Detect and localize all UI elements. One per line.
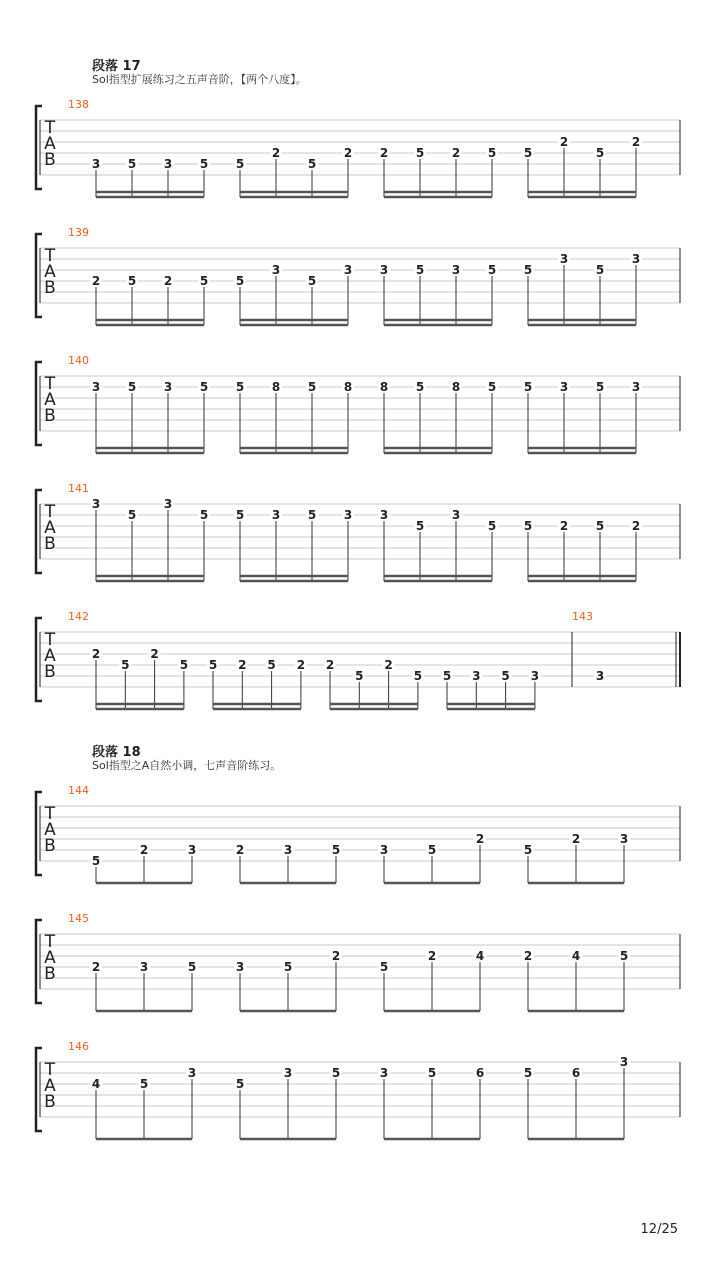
- tab-letter: A: [44, 948, 56, 968]
- fret-number: 2: [91, 647, 101, 661]
- fret-number: 5: [235, 157, 245, 171]
- tab-letter: B: [44, 964, 56, 984]
- section-18-title: 段落 18: [92, 745, 141, 760]
- fret-number: 2: [384, 658, 393, 672]
- fret-number: 3: [235, 960, 245, 974]
- fret-number: 4: [91, 1077, 101, 1091]
- fret-number: 3: [631, 252, 641, 266]
- fret-number: 3: [271, 263, 281, 277]
- tab-letter: T: [44, 246, 56, 266]
- fret-number: 5: [139, 1077, 149, 1091]
- tab-letter: T: [44, 374, 56, 394]
- section-18-subtitle: Sol指型之A自然小调，七声音阶练习。: [92, 759, 282, 772]
- fret-number: 5: [235, 1077, 245, 1091]
- fret-number: 5: [595, 519, 605, 533]
- fret-number: 3: [91, 380, 101, 394]
- fret-number: 2: [325, 658, 335, 672]
- tab-letter: A: [44, 1076, 56, 1096]
- fret-number: 2: [523, 949, 533, 963]
- fret-number: 3: [379, 263, 389, 277]
- tab-letter: T: [44, 118, 56, 138]
- fret-number: 5: [179, 658, 189, 672]
- fret-number: 5: [595, 263, 605, 277]
- fret-number: 3: [343, 263, 353, 277]
- page-number: 12/25: [640, 1222, 678, 1237]
- fret-number: 5: [523, 519, 533, 533]
- fret-number: 2: [139, 843, 149, 857]
- fret-number: 3: [472, 669, 481, 683]
- fret-number: 3: [139, 960, 149, 974]
- staff-bracket: [36, 490, 42, 573]
- fret-number: 5: [355, 669, 364, 683]
- tab-letter: A: [44, 390, 56, 410]
- fret-number: 5: [523, 146, 533, 160]
- fret-number: 2: [427, 949, 437, 963]
- fret-number: 5: [127, 508, 137, 522]
- fret-number: 2: [238, 658, 247, 672]
- fret-number: 5: [199, 274, 209, 288]
- fret-number: 2: [91, 274, 101, 288]
- section-17-title: 段落 17: [92, 59, 141, 74]
- fret-number: 2: [559, 519, 569, 533]
- tab-letter: A: [44, 518, 56, 538]
- fret-number: 2: [331, 949, 341, 963]
- fret-number: 3: [631, 380, 641, 394]
- fret-number: 5: [127, 274, 137, 288]
- fret-number: 5: [307, 157, 317, 171]
- tab-letter: T: [44, 630, 56, 650]
- fret-number: 3: [619, 832, 629, 846]
- fret-number: 3: [530, 669, 540, 683]
- fret-number: 5: [501, 669, 510, 683]
- fret-number: 3: [343, 508, 353, 522]
- fret-number: 3: [91, 157, 101, 171]
- measure-number: 139: [68, 226, 89, 239]
- fret-number: 8: [343, 380, 353, 394]
- staff-bracket: [36, 106, 42, 189]
- fret-number: 2: [631, 135, 641, 149]
- fret-number: 3: [271, 508, 281, 522]
- fret-number: 3: [451, 263, 461, 277]
- tab-letter: T: [44, 932, 56, 952]
- fret-number: 3: [187, 843, 197, 857]
- tab-letter: T: [44, 1060, 56, 1080]
- fret-number: 5: [413, 669, 423, 683]
- staff-bracket: [36, 792, 42, 875]
- fret-number: 5: [91, 854, 101, 868]
- fret-number: 5: [442, 669, 452, 683]
- fret-number: 2: [271, 146, 281, 160]
- fret-number: 5: [415, 263, 425, 277]
- fret-number: 5: [619, 949, 629, 963]
- fret-number: 2: [559, 135, 569, 149]
- measure-number: 144: [68, 784, 89, 797]
- tab-letter: A: [44, 646, 56, 666]
- fret-number: 8: [451, 380, 461, 394]
- fret-number: 3: [163, 497, 173, 511]
- fret-number: 3: [559, 252, 569, 266]
- measure-number: 145: [68, 912, 89, 925]
- fret-number: 5: [235, 508, 245, 522]
- fret-number: 5: [415, 380, 425, 394]
- measure-number: 146: [68, 1040, 89, 1053]
- fret-number: 5: [427, 843, 437, 857]
- fret-number: 5: [199, 380, 209, 394]
- measure-number: 142: [68, 610, 89, 623]
- fret-number: 5: [595, 380, 605, 394]
- fret-number: 3: [91, 497, 101, 511]
- fret-number: 5: [415, 519, 425, 533]
- fret-number: 3: [187, 1066, 197, 1080]
- tab-letter: T: [44, 502, 56, 522]
- fret-number: 3: [619, 1055, 629, 1069]
- fret-number: 2: [296, 658, 306, 672]
- fret-number: 3: [283, 1066, 293, 1080]
- staff-bracket: [36, 1048, 42, 1131]
- fret-number: 3: [559, 380, 569, 394]
- staff-bracket: [36, 920, 42, 1003]
- fret-number: 2: [163, 274, 173, 288]
- fret-number: 5: [307, 380, 317, 394]
- fret-number: 5: [331, 1066, 341, 1080]
- fret-number: 5: [595, 146, 605, 160]
- tab-letter: A: [44, 820, 56, 840]
- fret-number: 5: [187, 960, 197, 974]
- fret-number: 5: [199, 508, 209, 522]
- fret-number: 5: [523, 843, 533, 857]
- tab-letter: B: [44, 150, 56, 170]
- fret-number: 6: [475, 1066, 485, 1080]
- fret-number: 8: [379, 380, 389, 394]
- measure-number: 143: [572, 610, 593, 623]
- fret-number: 5: [199, 157, 209, 171]
- staff-bracket: [36, 618, 42, 701]
- fret-number: 2: [379, 146, 389, 160]
- fret-number: 5: [208, 658, 218, 672]
- tab-letter: A: [44, 262, 56, 282]
- fret-number: 5: [523, 1066, 533, 1080]
- fret-number: 5: [415, 146, 425, 160]
- fret-number: 3: [451, 508, 461, 522]
- fret-number: 5: [487, 263, 497, 277]
- fret-number: 5: [127, 157, 137, 171]
- fret-number: 3: [595, 669, 605, 683]
- tab-letter: B: [44, 534, 56, 554]
- fret-number: 5: [427, 1066, 437, 1080]
- tab-letter: T: [44, 804, 56, 824]
- fret-number: 5: [523, 380, 533, 394]
- tab-letter: B: [44, 406, 56, 426]
- fret-number: 5: [121, 658, 130, 672]
- fret-number: 5: [235, 380, 245, 394]
- fret-number: 2: [235, 843, 245, 857]
- fret-number: 5: [127, 380, 137, 394]
- fret-number: 2: [91, 960, 101, 974]
- fret-number: 5: [379, 960, 389, 974]
- tab-letter: B: [44, 1092, 56, 1112]
- fret-number: 2: [475, 832, 485, 846]
- fret-number: 5: [523, 263, 533, 277]
- staff-bracket: [36, 234, 42, 317]
- fret-number: 2: [631, 519, 641, 533]
- fret-number: 8: [271, 380, 281, 394]
- measure-number: 138: [68, 98, 89, 111]
- fret-number: 5: [307, 274, 317, 288]
- fret-number: 2: [571, 832, 581, 846]
- measure-number: 141: [68, 482, 89, 495]
- tab-letter: B: [44, 836, 56, 856]
- tab-letter: B: [44, 278, 56, 298]
- fret-number: 2: [150, 647, 159, 661]
- fret-number: 4: [571, 949, 581, 963]
- section-17-subtitle: Sol指型扩展练习之五声音阶，【两个八度】。: [92, 73, 307, 86]
- fret-number: 5: [307, 508, 317, 522]
- fret-number: 6: [571, 1066, 581, 1080]
- fret-number: 5: [487, 380, 497, 394]
- fret-number: 2: [451, 146, 461, 160]
- fret-number: 3: [379, 843, 389, 857]
- tab-letter: A: [44, 134, 56, 154]
- measure-number: 140: [68, 354, 89, 367]
- fret-number: 5: [267, 658, 276, 672]
- tab-letter: B: [44, 662, 56, 682]
- fret-number: 3: [163, 157, 173, 171]
- fret-number: 2: [343, 146, 353, 160]
- fret-number: 3: [283, 843, 293, 857]
- fret-number: 4: [475, 949, 485, 963]
- fret-number: 5: [235, 274, 245, 288]
- fret-number: 5: [283, 960, 293, 974]
- fret-number: 3: [163, 380, 173, 394]
- staff-bracket: [36, 362, 42, 445]
- fret-number: 5: [487, 146, 497, 160]
- fret-number: 5: [331, 843, 341, 857]
- fret-number: 5: [487, 519, 497, 533]
- fret-number: 3: [379, 508, 389, 522]
- fret-number: 3: [379, 1066, 389, 1080]
